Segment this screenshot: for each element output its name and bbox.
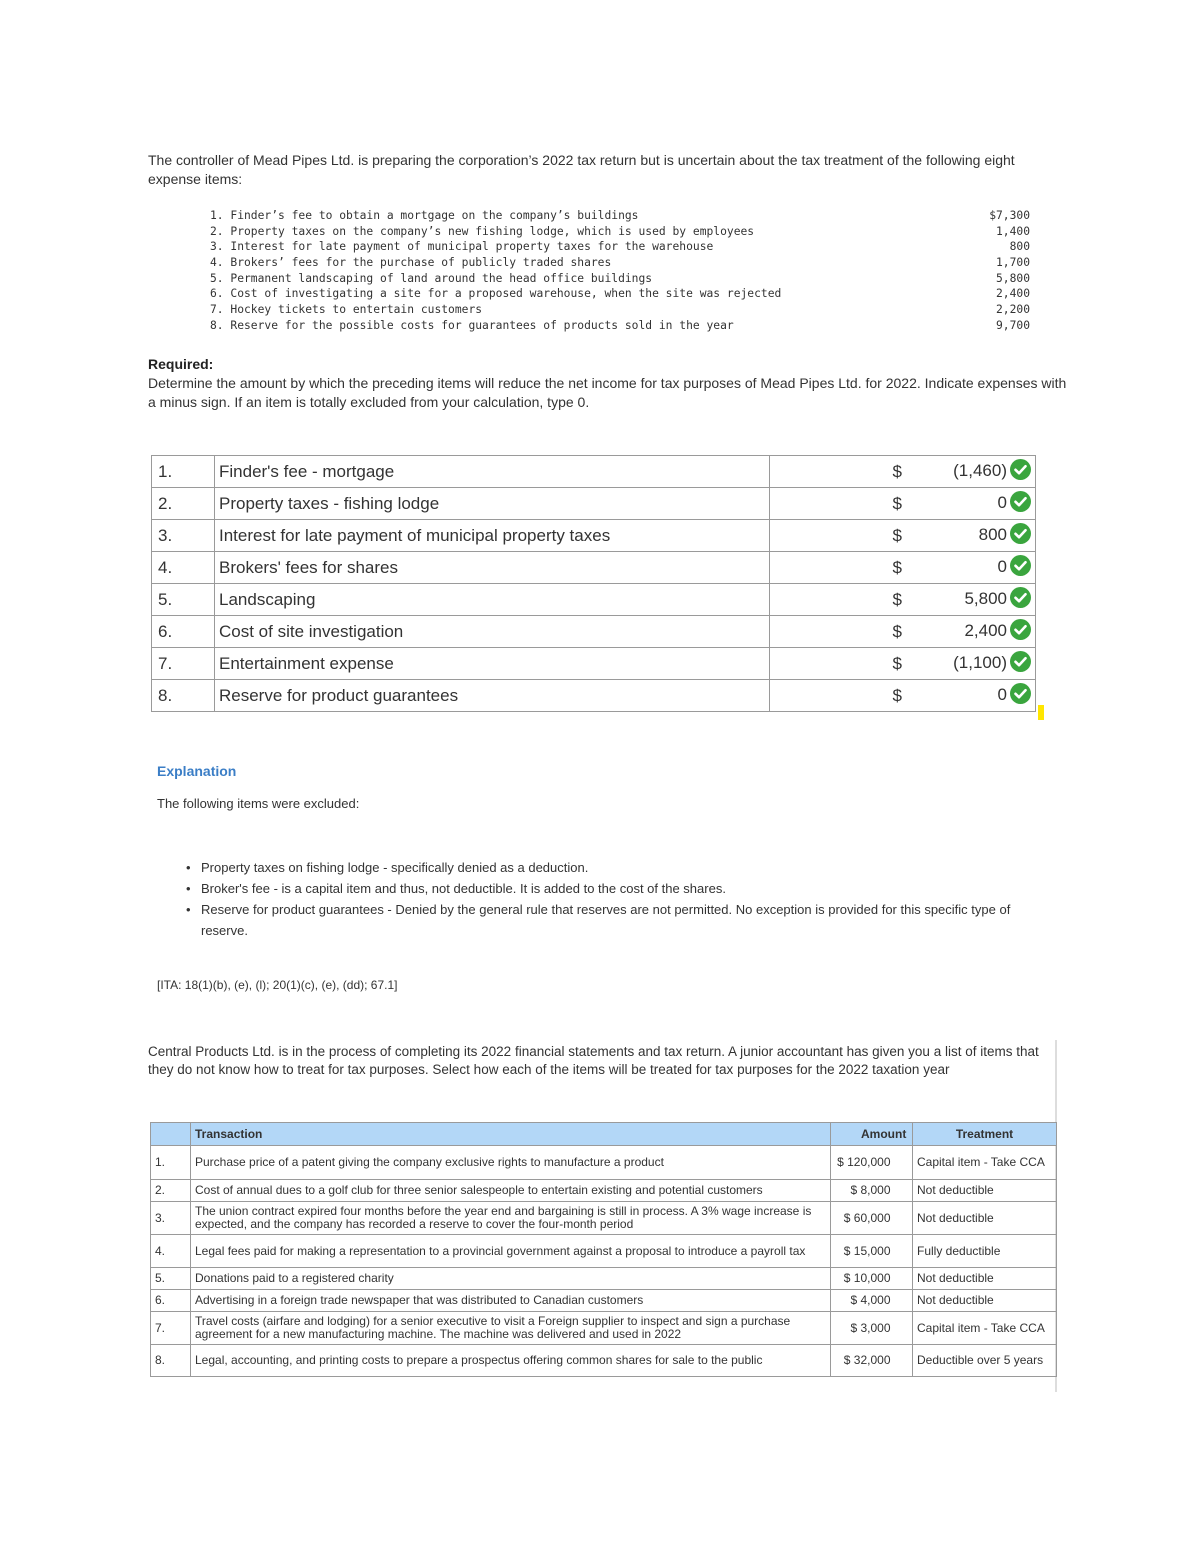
excluded-item: • Broker's fee - is a capital item and thus, not deductible. It is added to the cost of the shares. [186, 878, 1056, 899]
answer-row [152, 520, 1036, 552]
answer-row-label: Property taxes - fishing lodge [215, 488, 770, 520]
treatment-select[interactable]: Not deductible [913, 1290, 1057, 1312]
expense-item [210, 303, 1030, 319]
answer-cell[interactable] [911, 552, 1036, 584]
treatment-select[interactable]: Not deductible [913, 1268, 1057, 1290]
treatment-row-number: 1. [151, 1146, 191, 1180]
treatment-row [151, 1202, 1057, 1235]
answer-value[interactable]: 5,800 [964, 588, 1007, 608]
treatment-transaction: Donations paid to a registered charity [191, 1268, 831, 1290]
excluded-items-list [186, 857, 1056, 941]
answer-currency: $ [770, 552, 912, 584]
answer-value[interactable]: (1,100) [953, 652, 1007, 672]
answer-row [152, 552, 1036, 584]
treatment-table [150, 1122, 1057, 1377]
check-icon [1010, 459, 1031, 480]
treatment-transaction: Purchase price of a patent giving the company exclusive rights to manufacture a product [191, 1146, 831, 1180]
treatment-row-number: 5. [151, 1268, 191, 1290]
expense-item-amount: 2,200 [995, 303, 1030, 317]
expense-item-amount: 1,700 [995, 256, 1030, 270]
treatment-row [151, 1290, 1057, 1312]
answer-row [152, 648, 1036, 680]
treatment-row-number: 3. [151, 1202, 191, 1235]
explanation-heading: Explanation [157, 763, 237, 779]
answer-cell[interactable] [911, 616, 1036, 648]
problem-intro: The controller of Mead Pipes Ltd. is preparing the corporation’s 2022 tax return but is uncertain about the tax treatment of the following eight expense items: [148, 152, 1015, 187]
answer-value[interactable]: 2,400 [964, 620, 1007, 640]
check-icon [1010, 523, 1031, 544]
treatment-row-number: 8. [151, 1345, 191, 1377]
header-transaction: Transaction [191, 1123, 831, 1146]
check-icon [1010, 491, 1031, 512]
answer-row [152, 456, 1036, 488]
expense-item-desc: 1. Finder’s fee to obtain a mortgage on the company’s buildings [210, 209, 639, 222]
answer-row [152, 488, 1036, 520]
treatment-select[interactable]: Deductible over 5 years [913, 1345, 1057, 1377]
answer-cell[interactable] [911, 520, 1036, 552]
expense-item-amount: $7,300 [989, 209, 1030, 222]
highlight-marker [1038, 705, 1044, 720]
expense-item [210, 240, 1030, 256]
check-icon [1010, 555, 1031, 576]
expense-item-desc: 6. Cost of investigating a site for a proposed warehouse, when the site was rejected [210, 287, 782, 301]
expense-item-desc: 4. Brokers’ fees for the purchase of publicly traded shares [210, 256, 612, 270]
answer-row [152, 680, 1036, 712]
check-icon [1010, 651, 1031, 672]
answer-currency: $ [770, 488, 912, 520]
answer-cell[interactable] [911, 680, 1036, 712]
answer-row-number: 3. [152, 520, 215, 552]
treatment-amount: $ 32,000 [831, 1345, 913, 1377]
expense-item-desc: 3. Interest for late payment of municipal property taxes for the warehouse [210, 240, 714, 254]
answer-row-label: Reserve for product guarantees [215, 680, 770, 712]
answer-value[interactable]: 0 [997, 556, 1007, 576]
treatment-select[interactable]: Fully deductible [913, 1235, 1057, 1268]
treatment-amount: $ 120,000 [831, 1146, 913, 1180]
answer-row-label: Finder's fee - mortgage [215, 456, 770, 488]
expense-item-amount: 9,700 [995, 318, 1030, 332]
expense-item [210, 256, 1030, 272]
expense-item-amount: 1,400 [995, 224, 1030, 238]
treatment-row [151, 1312, 1057, 1345]
treatment-amount: $ 15,000 [831, 1235, 913, 1268]
answer-row-label: Brokers' fees for shares [215, 552, 770, 584]
answer-row-number: 4. [152, 552, 215, 584]
treatment-row-number: 2. [151, 1180, 191, 1202]
expense-item-desc: 8. Reserve for the possible costs for guarantees of products sold in the year [210, 318, 734, 332]
answer-row-number: 8. [152, 680, 215, 712]
answer-currency: $ [770, 648, 912, 680]
answer-row-label: Cost of site investigation [215, 616, 770, 648]
treatment-transaction: Advertising in a foreign trade newspaper that was distributed to Canadian customers [191, 1290, 831, 1312]
treatment-row-number: 6. [151, 1290, 191, 1312]
expense-item-amount: 5,800 [995, 271, 1030, 285]
answer-currency: $ [770, 584, 912, 616]
answer-value[interactable]: (1,460) [953, 460, 1007, 480]
treatment-row [151, 1235, 1057, 1268]
required-heading: Required: [148, 356, 214, 372]
answer-row-label: Interest for late payment of municipal property taxes [215, 520, 770, 552]
expense-item-desc: 5. Permanent landscaping of land around the head office buildings [210, 271, 653, 285]
treatment-transaction: Cost of annual dues to a golf club for three senior salespeople to entertain existing and potential customers [191, 1180, 831, 1202]
treatment-row [151, 1345, 1057, 1377]
treatment-row-number: 7. [151, 1312, 191, 1345]
treatment-transaction: Travel costs (airfare and lodging) for a senior executive to visit a Foreign supplier to inspect and sign a purchase agreement for a new manufacturing machine. The machine was delivered and used in 2022 [191, 1312, 831, 1345]
answer-row-number: 5. [152, 584, 215, 616]
required-text: Determine the amount by which the preceding items will reduce the net income for tax purposes of Mead Pipes Ltd. for 2022. Indicate expenses with a minus sign. If an item is totally excluded from your calculation, type 0. [148, 375, 1067, 410]
answer-currency: $ [770, 456, 912, 488]
treatment-select[interactable]: Capital item - Take CCA [913, 1146, 1057, 1180]
treatment-amount: $ 8,000 [831, 1180, 913, 1202]
check-icon [1010, 619, 1031, 640]
treatment-amount: $ 4,000 [831, 1290, 913, 1312]
treatment-select[interactable]: Not deductible [913, 1202, 1057, 1235]
answer-value[interactable]: 0 [997, 684, 1007, 704]
treatment-transaction: Legal fees paid for making a representation to a provincial government against a proposal to introduce a payroll tax [191, 1235, 831, 1268]
answer-row [152, 584, 1036, 616]
answer-cell[interactable] [911, 456, 1036, 488]
answer-row [152, 616, 1036, 648]
central-products-intro: Central Products Ltd. is in the process of completing its 2022 financial statements and tax return. A junior accountant has given you a list of items that they do not know how to treat for tax purposes. Select how each of the items will be treated for tax purposes for the 2022 taxation year [148, 1044, 1039, 1077]
answer-row-label: Landscaping [215, 584, 770, 616]
check-icon [1010, 683, 1031, 704]
answer-currency: $ [770, 520, 912, 552]
treatment-row [151, 1146, 1057, 1180]
header-amount: Amount [831, 1123, 913, 1146]
check-icon [1010, 587, 1031, 608]
answer-row-number: 2. [152, 488, 215, 520]
expense-item [210, 287, 1030, 303]
expense-item-amount: 800 [1009, 240, 1030, 254]
answer-cell[interactable] [911, 584, 1036, 616]
answer-table [151, 455, 1036, 712]
expense-item-list [210, 209, 1030, 335]
treatment-transaction: The union contract expired four months before the year end and bargaining is still in process. A 3% wage increase is expected, and the company has recorded a reserve to cover the four-month period [191, 1202, 831, 1235]
expense-item-desc: 7. Hockey tickets to entertain customers [210, 303, 483, 317]
treatment-amount: $ 10,000 [831, 1268, 913, 1290]
treatment-select[interactable]: Capital item - Take CCA [913, 1312, 1057, 1345]
answer-cell[interactable] [911, 648, 1036, 680]
answer-value[interactable]: 0 [997, 492, 1007, 512]
answer-row-number: 7. [152, 648, 215, 680]
excluded-item: • Property taxes on fishing lodge - specifically denied as a deduction. [186, 857, 1056, 878]
excluded-item: • Reserve for product guarantees - Denied by the general rule that reserves are not permitted. No exception is provided for this specific type of reserve. [186, 899, 1056, 941]
expense-item [210, 225, 1030, 241]
answer-value[interactable]: 800 [978, 524, 1007, 544]
expense-item-desc: 2. Property taxes on the company’s new fishing lodge, which is used by employees [210, 224, 755, 238]
ita-reference: [ITA: 18(1)(b), (e), (l); 20(1)(c), (e), (dd); 67.1] [157, 978, 398, 992]
required-section [148, 355, 1068, 412]
treatment-select[interactable]: Not deductible [913, 1180, 1057, 1202]
treatment-amount: $ 60,000 [831, 1202, 913, 1235]
treatment-row [151, 1268, 1057, 1290]
expense-item [210, 209, 1030, 225]
explanation-intro: The following items were excluded: [157, 796, 360, 811]
answer-currency: $ [770, 680, 912, 712]
expense-item [210, 272, 1030, 288]
treatment-row [151, 1180, 1057, 1202]
treatment-amount: $ 3,000 [831, 1312, 913, 1345]
answer-cell[interactable] [911, 488, 1036, 520]
expense-item [210, 319, 1030, 335]
expense-item-amount: 2,400 [995, 287, 1030, 301]
header-treatment: Treatment [913, 1123, 1057, 1146]
treatment-header-row [151, 1123, 1057, 1146]
answer-row-number: 1. [152, 456, 215, 488]
answer-row-number: 6. [152, 616, 215, 648]
treatment-row-number: 4. [151, 1235, 191, 1268]
header-number [151, 1123, 191, 1146]
answer-row-label: Entertainment expense [215, 648, 770, 680]
treatment-transaction: Legal, accounting, and printing costs to prepare a prospectus offering common shares for sale to the public [191, 1345, 831, 1377]
answer-currency: $ [770, 616, 912, 648]
